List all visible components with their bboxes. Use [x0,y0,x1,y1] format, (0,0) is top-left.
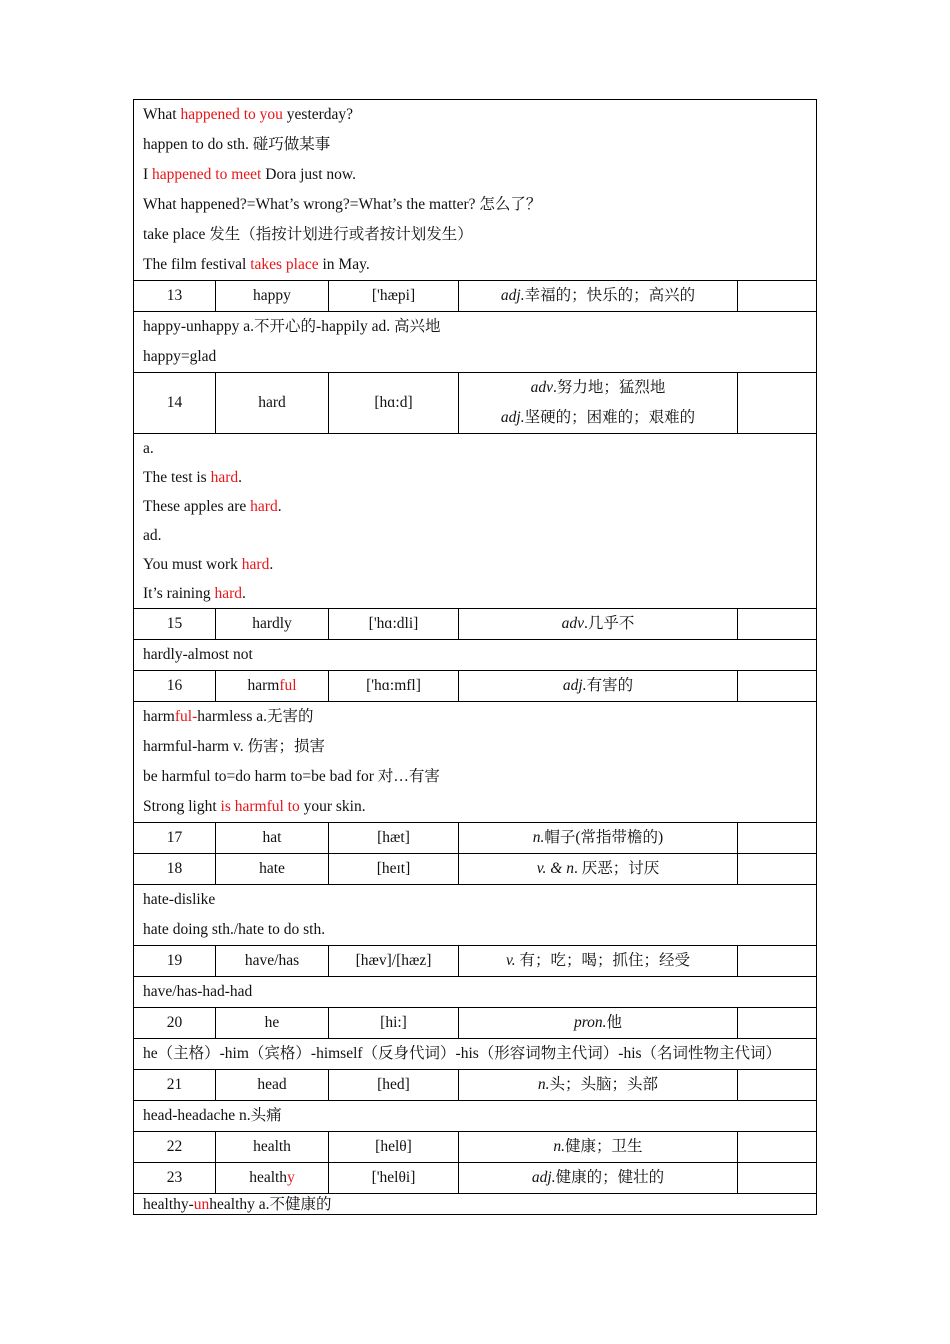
word-blank-cell [738,1132,817,1163]
note-line [143,702,816,732]
text-segment: a. [143,440,154,457]
word-row [134,281,817,312]
text-segment: happy-unhappy a.不开心的-happily ad. 高兴地 [143,318,441,335]
note-line [143,1039,816,1069]
text-segment: ad. [143,527,162,544]
text-segment: hard [258,394,286,411]
word-headword [216,1132,329,1163]
note-line [143,160,816,190]
text-segment: health [249,1169,288,1186]
text-segment: The film festival [143,256,251,273]
text-segment: n. [532,829,545,846]
text-segment: have/has-had-had [143,983,253,1000]
word-number: 13 [134,281,216,312]
text-segment: your skin. [299,798,366,815]
note-row-happy [134,312,817,373]
highlight-text: un [193,1196,210,1213]
text-segment: hate [259,860,285,877]
word-headword [216,1163,329,1194]
text-segment: healthy- [143,1196,194,1213]
highlight-text: y [287,1169,295,1186]
note-line [143,550,816,579]
word-definition [459,854,738,885]
text-segment: hardly-almost not [143,646,253,663]
word-definition [459,1163,738,1194]
highlight-text: happened to meet [152,166,262,183]
highlight-text: hard [210,469,239,486]
word-phonetic: [hɑ:d] [329,373,459,434]
highlight-text: ful- [174,708,198,725]
note-line [143,579,816,608]
word-phonetic: ['helθi] [329,1163,459,1194]
note-line [143,463,816,492]
text-segment: harm [143,708,175,725]
text-segment: v. & n [536,860,574,877]
text-segment: 他 [606,1014,623,1031]
vocabulary-page [133,99,816,1215]
text-segment: adj. [500,287,525,304]
word-definition [459,823,738,854]
text-segment: adj. [562,677,587,694]
word-phonetic: [hæv]/[hæz] [329,946,459,977]
text-segment: 坚硬的；困难的；艰难的 [524,409,696,426]
word-headword [216,671,329,702]
text-segment: . 厌恶；讨厌 [573,860,660,877]
text-segment: in May. [318,256,370,273]
text-segment: head-headache n.头痛 [143,1107,282,1124]
text-segment: be harmful to=do harm to=be bad for 对…有害 [143,768,440,785]
highlight-text: hard [214,585,243,602]
word-row [134,671,817,702]
word-definition [459,1008,738,1039]
note-row-have [134,977,817,1008]
word-row [134,854,817,885]
text-segment: Strong light [143,798,221,815]
word-phonetic: [heɪt] [329,854,459,885]
word-number: 17 [134,823,216,854]
text-segment: v. [506,952,516,969]
note-line [143,640,816,670]
note-line [143,342,816,372]
text-segment: adj. [500,409,525,426]
word-definition [459,373,738,434]
text-segment: . [277,498,282,515]
text-segment: n. [537,1076,550,1093]
word-blank-cell [738,1163,817,1194]
note-line [143,885,816,915]
note-line [143,977,816,1007]
word-blank-cell [738,671,817,702]
vocabulary-table [133,99,817,1215]
text-segment: . [238,469,243,486]
text-segment: pron. [573,1014,607,1031]
note-line [143,762,816,792]
word-phonetic: [hæt] [329,823,459,854]
word-number: 22 [134,1132,216,1163]
word-row [134,609,817,640]
text-segment: . [269,556,274,573]
highlight-text: happened to you [180,106,283,123]
highlight-text: hard [241,556,270,573]
word-blank-cell [738,609,817,640]
word-definition [459,1070,738,1101]
highlight-text: takes place [250,256,319,273]
word-headword [216,823,329,854]
word-blank-cell [738,1008,817,1039]
text-segment: have/has [244,952,300,969]
word-number: 19 [134,946,216,977]
text-segment: adv [561,615,584,632]
text-segment: .努力地；猛烈地 [553,379,666,396]
word-definition [459,671,738,702]
word-blank-cell [738,373,817,434]
note-line [143,312,816,342]
word-number: 21 [134,1070,216,1101]
word-row [134,1070,817,1101]
word-headword [216,1008,329,1039]
word-headword [216,609,329,640]
word-headword [216,946,329,977]
word-blank-cell [738,854,817,885]
word-phonetic: [hed] [329,1070,459,1101]
word-row [134,373,817,434]
note-line [143,1101,816,1131]
text-segment: You must work [143,556,242,573]
word-definition [459,609,738,640]
text-segment: head [257,1076,287,1093]
text-segment: 健康；卫生 [565,1138,643,1155]
word-phonetic: [hi:] [329,1008,459,1039]
highlight-text: is harmful to [220,798,300,815]
text-segment: What [143,106,181,123]
word-phonetic: [helθ] [329,1132,459,1163]
note-row-hardly [134,640,817,671]
text-segment: take place 发生（指按计划进行或者按计划发生） [143,226,473,243]
note-row-he [134,1039,817,1070]
text-segment: 健康的；健壮的 [555,1169,665,1186]
word-row [134,823,817,854]
note-line [143,521,816,550]
word-headword [216,373,329,434]
text-segment: hat [262,829,282,846]
text-segment: n. [553,1138,566,1155]
word-number: 18 [134,854,216,885]
word-phonetic: ['hæpi] [329,281,459,312]
text-segment: hate doing sth./hate to do sth. [143,921,326,938]
word-row [134,1008,817,1039]
note-line [143,100,816,130]
text-segment: The test is [143,469,211,486]
word-number: 20 [134,1008,216,1039]
word-number: 15 [134,609,216,640]
text-segment: happy [253,287,291,304]
text-segment: 有害的 [586,677,634,694]
text-segment: harmless a.无害的 [197,708,314,725]
word-phonetic: ['hɑ:dli] [329,609,459,640]
note-row-harmful [134,702,817,823]
word-blank-cell [738,946,817,977]
highlight-text: ful [279,677,297,694]
text-segment: adj. [531,1169,556,1186]
text-segment: 有；吃；喝；抓住；经受 [515,952,690,969]
text-segment: he（主格）-him（宾格）-himself（反身代词）-his（形容词物主代词）-his（名词性物主代词） [143,1045,782,1062]
note-line [143,792,816,822]
note-row-hate [134,885,817,946]
text-segment: It’s raining [143,585,215,602]
note-row-hard [134,434,817,609]
word-row [134,1163,817,1194]
note-row-head [134,1101,817,1132]
note-line [143,492,816,521]
word-number: 14 [134,373,216,434]
text-segment: 头；头脑；头部 [549,1076,659,1093]
note-line [143,190,816,220]
text-segment: hardly [252,615,292,632]
text-segment: yesterday? [282,106,354,123]
note-row-happen [134,100,817,281]
text-segment: What happened?=What’s wrong?=What’s the matter? 怎么了？ [143,196,542,213]
word-definition [459,281,738,312]
text-segment: . [242,585,246,602]
text-segment: Dora just now. [261,166,356,183]
note-line [143,130,816,160]
word-blank-cell [738,1070,817,1101]
word-phonetic: ['hɑ:mfl] [329,671,459,702]
text-segment: happen to do sth. 碰巧做某事 [143,136,331,153]
text-segment: he [264,1014,280,1031]
note-row-healthy [134,1194,817,1215]
word-headword [216,281,329,312]
word-row [134,1132,817,1163]
word-number: 23 [134,1163,216,1194]
word-row [134,946,817,977]
word-blank-cell [738,823,817,854]
word-definition [459,1132,738,1163]
text-segment: adv [530,379,553,396]
word-blank-cell [738,281,817,312]
note-line [143,732,816,762]
text-segment: harmful-harm v. 伤害；损害 [143,738,325,755]
note-line [143,915,816,945]
note-line [143,1194,816,1214]
text-segment: These apples are [143,498,251,515]
word-number: 16 [134,671,216,702]
text-segment: harm [247,677,280,694]
text-segment: health [253,1138,291,1155]
word-definition [459,946,738,977]
word-headword [216,854,329,885]
highlight-text: hard [250,498,278,515]
note-line [143,434,816,463]
text-segment: I [143,166,153,183]
text-segment: 帽子(常指带檐的) [544,829,664,846]
note-line [143,250,816,280]
note-line [143,220,816,250]
text-segment: healthy a.不健康的 [209,1196,332,1213]
text-segment: happy=glad [143,348,217,365]
text-segment: .几乎不 [584,615,635,632]
text-segment: hate-dislike [143,891,216,908]
text-segment: 幸福的；快乐的；高兴的 [524,287,696,304]
word-headword [216,1070,329,1101]
